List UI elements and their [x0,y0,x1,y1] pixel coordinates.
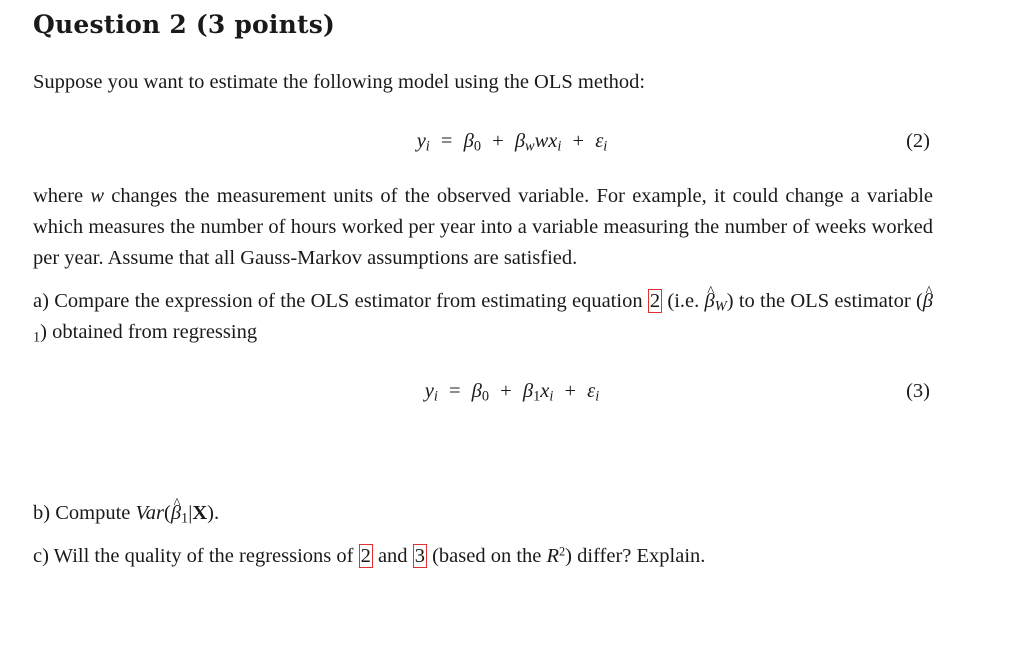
part-b-text: b) Compute Var(^ $\beta_1|X$). [33,498,933,529]
beta-1-hat: ^ β [171,498,181,529]
equation-2-link[interactable]: 2 [360,545,371,567]
equation-2-number: (2) [906,130,930,152]
equation-2-body: $y_i = \beta_0 + \beta_wwx_i + \varepsilon_i$ [416,130,608,155]
part-a-text: a) Compare the expression of the OLS estimator from estimating equation 2 (i.e. ^ $\beta_W$) to the OLS estimator (^ $\beta_1$) obtained from regressing [33,286,933,348]
question-title: Question 2 (3 points) [33,10,336,39]
part-c-text: c) Will the quality of the regressions of 2 and 3 (based on the $R^2$) differ? Explain. [33,544,706,567]
equation-2-link[interactable]: 2 [649,290,661,312]
equation-3-number: (3) [906,380,930,402]
intro-text: Suppose you want to estimate the following model using the OLS method: [33,71,646,93]
equation-3-body: $y_i = \beta_0 + \beta_1x_i + \varepsilon_i$ [424,380,600,405]
equation-3 [0,376,1024,410]
equation-3-link[interactable]: 3 [414,545,425,567]
beta-w-hat: ^ β [705,286,715,317]
equation-2 [0,126,1024,160]
model-description: where w changes the measurement units of the observed variable. For example, it could change a variable which measures the number of hours worked per year into a variable measuring the number of weeks worked per year. Assume that all Gauss-Markov assumptions are satisfied. [33,185,933,269]
beta-1-hat: ^ β [923,286,933,317]
